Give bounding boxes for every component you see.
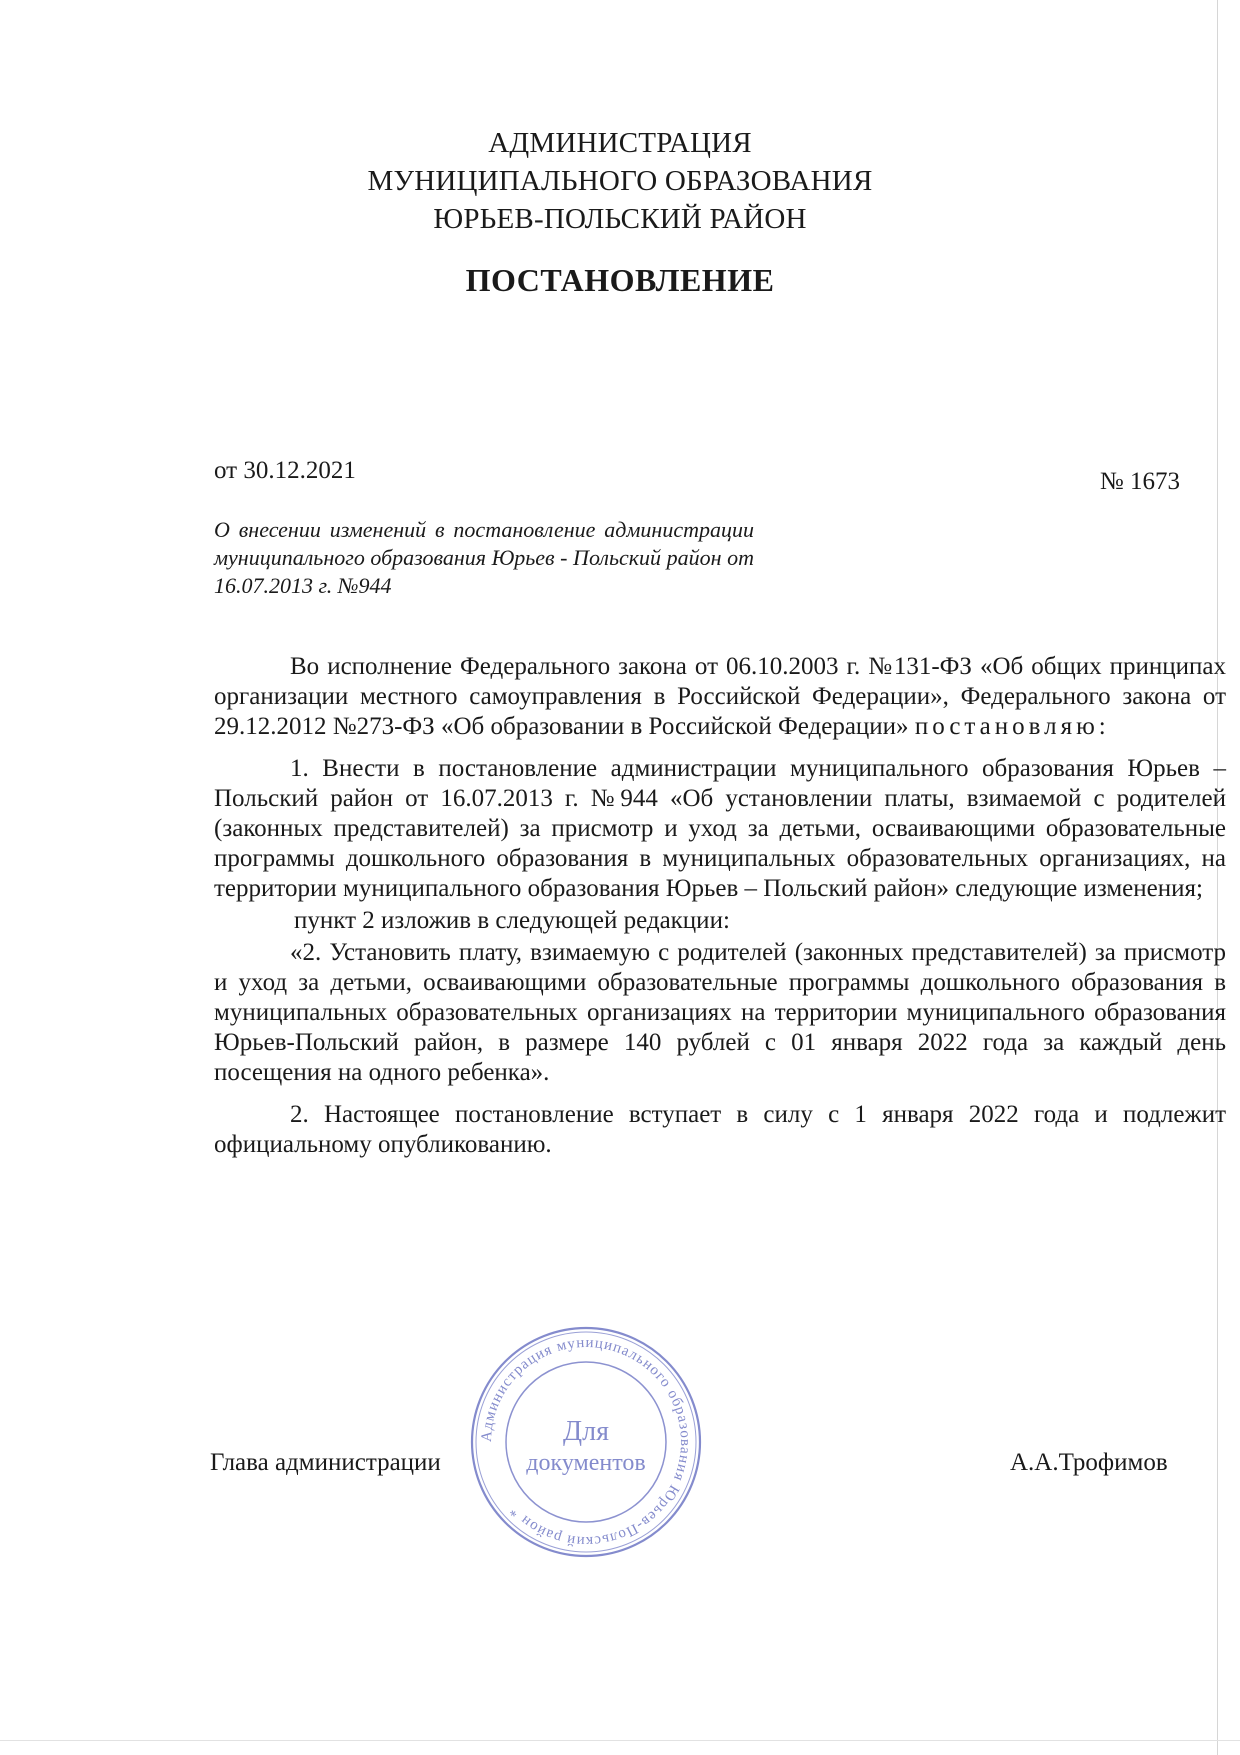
document-date: от 30.12.2021 — [214, 457, 356, 484]
signatory-name: А.А.Трофимов — [1010, 1449, 1168, 1476]
stamp-ring-text: Администрация муниципального образования Юрьев-Польский район * — [478, 1334, 694, 1550]
header-line-2: МУНИЦИПАЛЬНОГО ОБРАЗОВАНИЯ — [367, 165, 873, 197]
stamp-center-line-2: документов — [526, 1450, 646, 1476]
document-body — [214, 652, 1226, 1160]
header-line-1: АДМИНИСТРАЦИЯ — [488, 127, 752, 159]
item-2-paragraph: 2. Настоящее постановление вступает в силу с 1 января 2022 года и подлежит официальному опубликованию. — [214, 1101, 1226, 1158]
item-1-paragraph: 1. Внести в постановление администрации муниципального образования Юрьев – Польский район от 16.07.2013 г. №944 «Об установлении платы, взимаемой с родителей (законных представителей) за присмотр и уход за детьми, осваивающими образовательные программы дошкольного образования в муниципальных образовательных организациях, на территории муниципального образования Юрьев – Польский район» следующие изменения; — [214, 755, 1226, 902]
document-subject: О внесении изменений в постановление администрации муниципального образования Юрьев - Польский район от 16.07.2013 г. №944 — [214, 517, 754, 598]
document-type: ПОСТАНОВЛЕНИЕ — [465, 262, 775, 298]
scan-edge-bottom — [0, 1740, 1240, 1741]
document-number: № 1673 — [1099, 468, 1180, 495]
preamble-paragraph — [214, 652, 1226, 742]
official-stamp-icon — [466, 1322, 706, 1562]
header-line-3: ЮРЬЕВ-ПОЛЬСКИЙ РАЙОН — [433, 203, 807, 235]
item-1-subclause: пункт 2 изложив в следующей редакции: — [294, 907, 730, 934]
stamp-center-line-1: Для — [563, 1416, 609, 1447]
item-1-quote: «2. Установить плату, взимаемую с родителей (законных представителей) за присмотр и уход за детьми, осваивающими образовательные программы дошкольного образования в муниципальных образовательных организациях на территории муниципального образования Юрьев-Польский район, в размере 140 рублей с 01 января 2022 года за каждый день посещения на одного ребенка». — [214, 939, 1226, 1086]
preamble-text: Во исполнение Федерального закона от 06.10.2003 г. №131-ФЗ «Об общих принципах организации местного самоуправления в Российской Федерации», Федерального закона от 29.12.2012 №273-ФЗ «Об образовании в Российской Федерации» — [214, 653, 1226, 740]
decree-word: постановляю: — [914, 713, 1110, 740]
document-header — [0, 124, 1240, 238]
signatory-title: Глава администрации — [210, 1449, 441, 1476]
